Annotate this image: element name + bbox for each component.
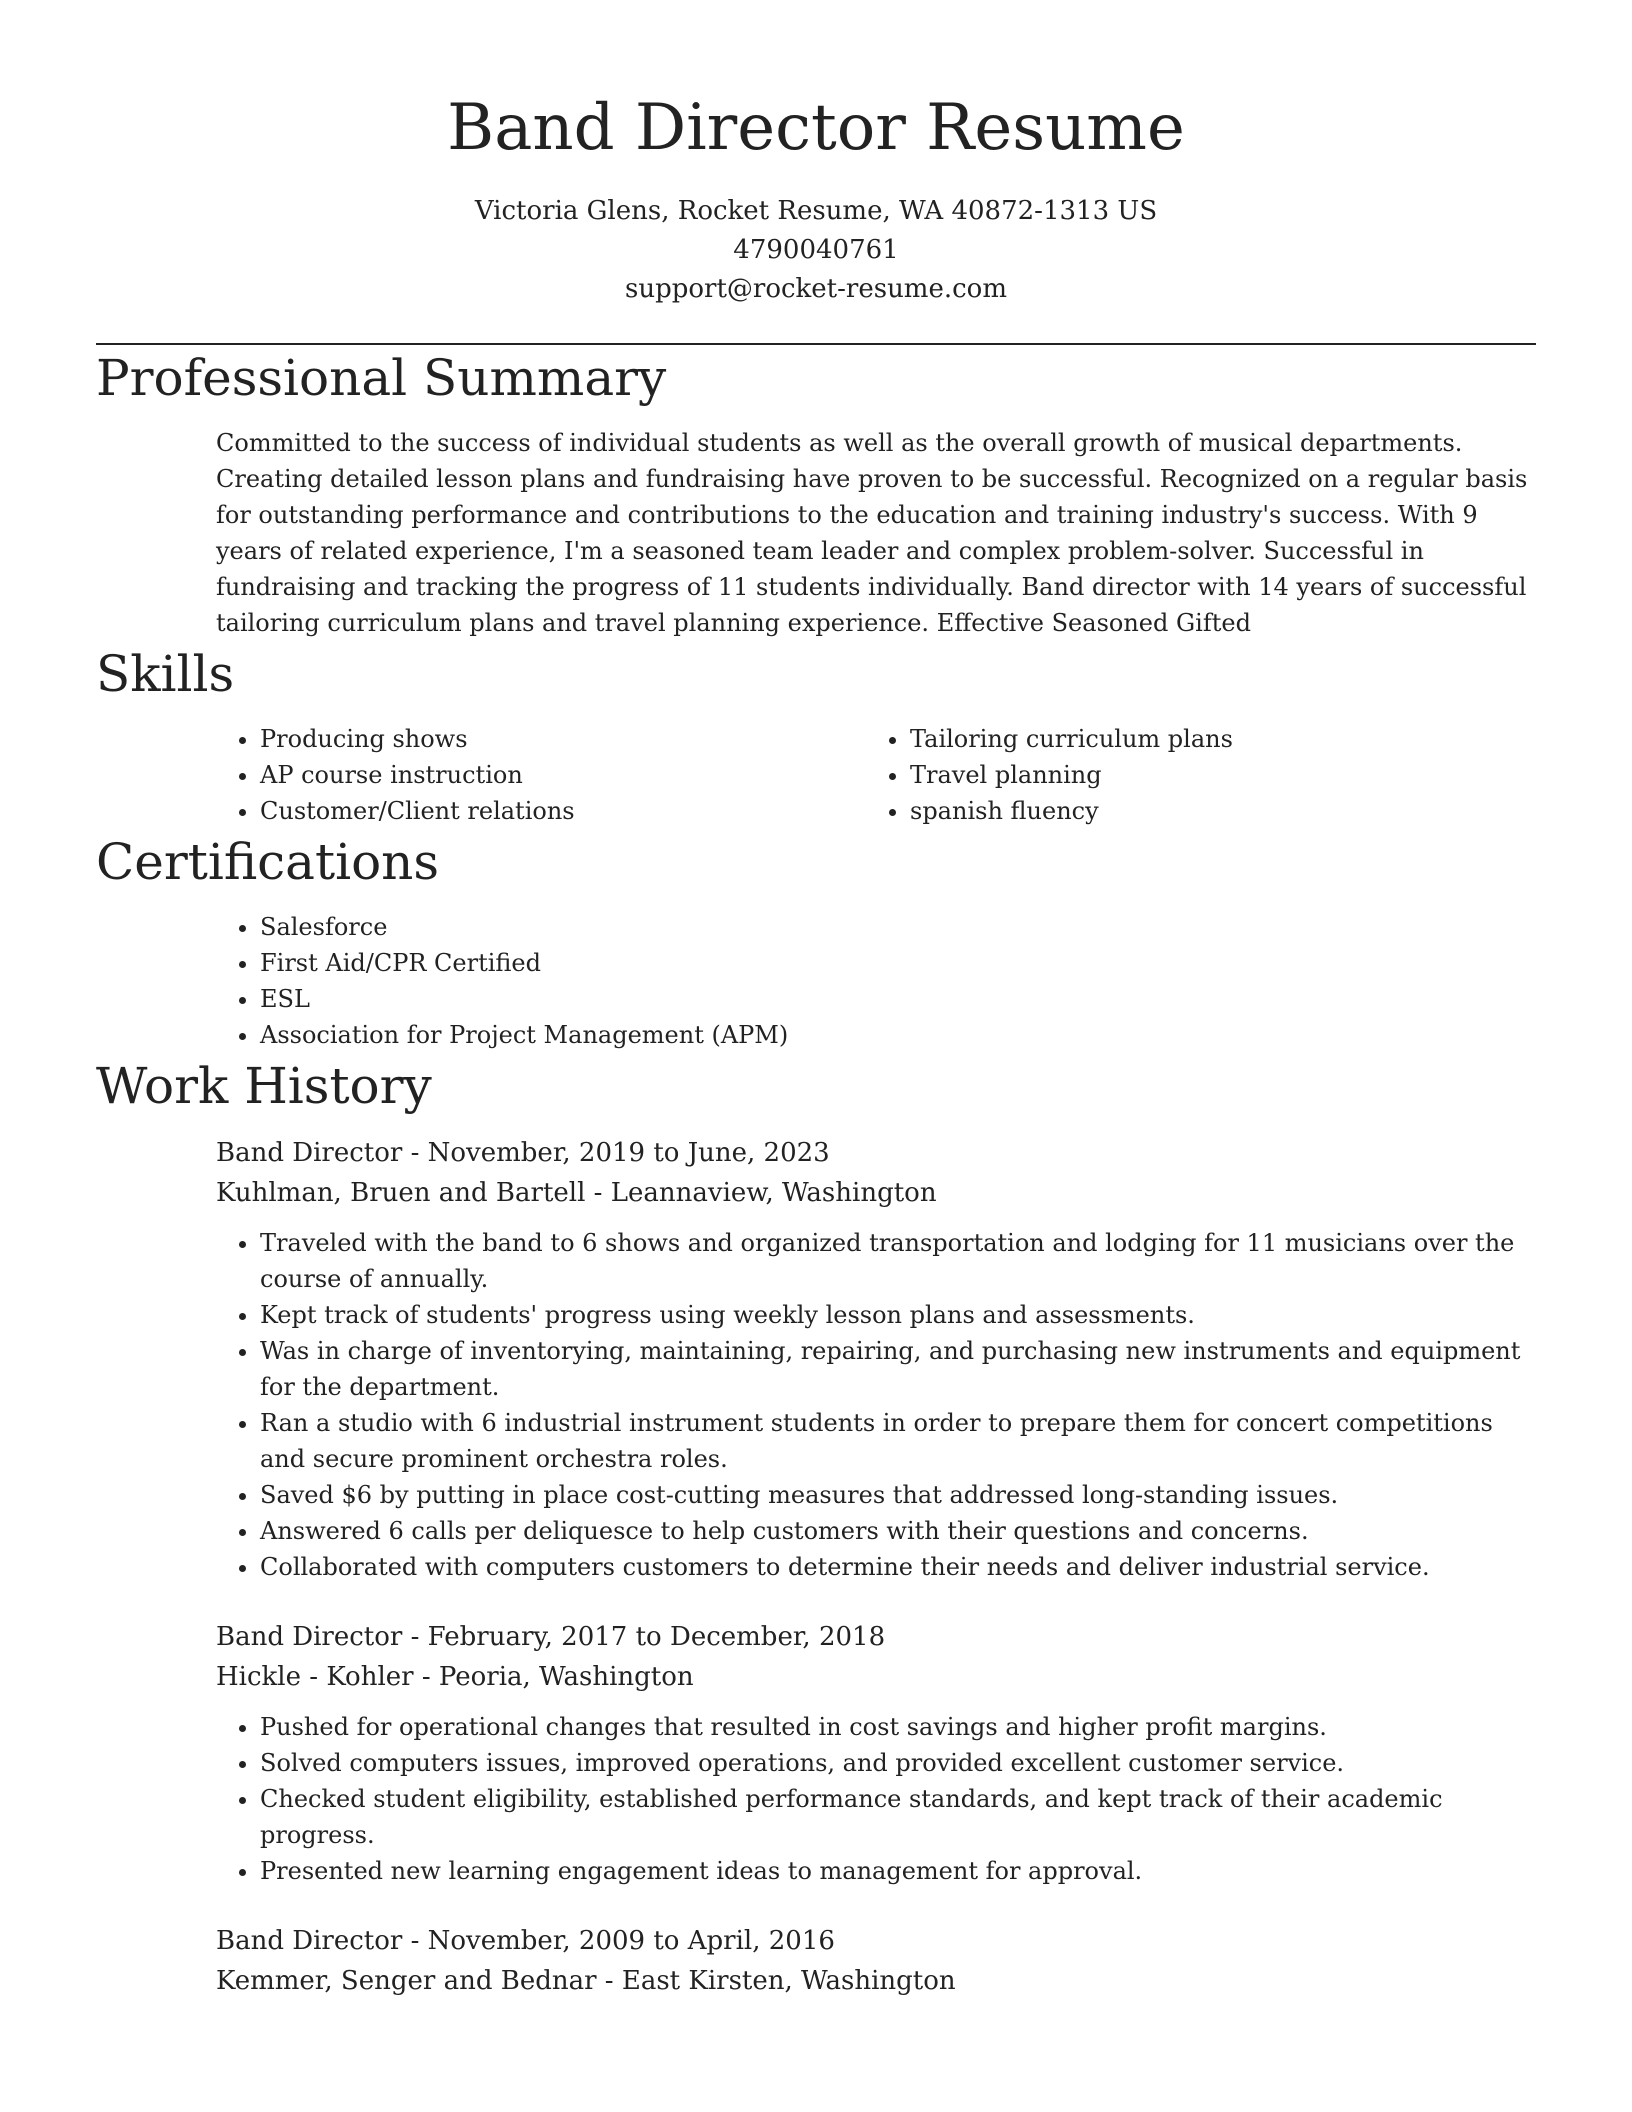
resume-title: Band Director Resume (447, 91, 1185, 165)
job-entry (216, 1921, 1536, 2001)
certification-item: • ESL (260, 981, 1536, 1017)
job-bullet: • Presented new learning engagement ideas to management for approval. (260, 1853, 1536, 1889)
job-bullets (216, 1225, 1536, 1585)
job-company-line (216, 1961, 1536, 2001)
skills-column-right (866, 721, 1516, 829)
job-bullet: • Was in charge of inventorying, maintaining, repairing, and purchasing new instruments and equipment for the department. (260, 1333, 1536, 1405)
section-heading-work-history: Work History (96, 1057, 432, 1115)
job-entry (216, 1617, 1536, 1889)
job-company-line (216, 1173, 1536, 1213)
skills-columns (216, 721, 1536, 829)
job-bullet: • Checked student eligibility, established performance standards, and kept track of their academic progress. (260, 1781, 1536, 1853)
job-company: Kemmer, Senger and Bednar (216, 1966, 597, 1996)
section-heading-certifications: Certifications (96, 833, 440, 891)
job-bullet: • Pushed for operational changes that resulted in cost savings and higher profit margins. (260, 1709, 1536, 1745)
skill-item: • spanish fluency (910, 793, 1516, 829)
contact-email: support@rocket-resume.com (624, 274, 1007, 304)
job-bullet: • Answered 6 calls per deliquesce to help customers with their questions and concerns. (260, 1513, 1536, 1549)
skills-column-left (216, 721, 866, 829)
job-bullet: • Saved $6 by putting in place cost-cutting measures that addressed long-standing issues. (260, 1477, 1536, 1513)
job-entry (216, 1133, 1536, 1585)
job-title: Band Director (216, 1926, 403, 1956)
job-location: - Peoria, Washington (413, 1662, 694, 1692)
certification-item: • First Aid/CPR Certified (260, 945, 1536, 981)
skill-item: • Travel planning (910, 757, 1516, 793)
job-company: Kuhlman, Bruen and Bartell (216, 1178, 586, 1208)
contact-phone: 4790040761 (733, 235, 899, 265)
job-bullet: • Traveled with the band to 6 shows and organized transportation and lodging for 11 musicians over the course of annually. (260, 1225, 1536, 1297)
resume-page (96, 0, 1536, 2001)
job-bullet: • Kept track of students' progress using weekly lesson plans and assessments. (260, 1297, 1536, 1333)
contact-address: Victoria Glens, Rocket Resume, WA 40872-1313 US (474, 196, 1158, 226)
job-bullet: • Solved computers issues, improved operations, and provided excellent customer service. (260, 1745, 1536, 1781)
job-location: - East Kirsten, Washington (596, 1966, 956, 1996)
skills-list-right (866, 721, 1516, 829)
skills-list-left (216, 721, 866, 829)
section-heading-summary: Professional Summary (96, 349, 667, 407)
job-title: Band Director (216, 1622, 403, 1652)
job-title-line (216, 1617, 1536, 1657)
contact-block (96, 192, 1536, 309)
job-dates: - February, 2017 to December, 2018 (402, 1622, 886, 1652)
job-dates: - November, 2009 to April, 2016 (402, 1926, 835, 1956)
job-bullets (216, 1709, 1536, 1889)
skill-item: • Tailoring curriculum plans (910, 721, 1516, 757)
certification-item: • Association for Project Management (APM) (260, 1017, 1536, 1053)
job-location: - Leannaview, Washington (585, 1178, 937, 1208)
skill-item: • AP course instruction (260, 757, 866, 793)
job-dates: - November, 2019 to June, 2023 (402, 1138, 830, 1168)
job-title-line (216, 1921, 1536, 1961)
job-bullet: • Collaborated with computers customers to determine their needs and deliver industrial service. (260, 1549, 1536, 1585)
job-company-line (216, 1657, 1536, 1697)
summary-text: Committed to the success of individual students as well as the overall growth of musical departments. Creating detailed lesson plans and fundraising have proven to be successful. Recognized on a regular basis for outstanding performance and contributions to the education and training industry's success. With 9 years of related experience, I'm a seasoned team leader and complex problem-solver. Successful in fundraising and tracking the progress of 11 students individually. Band director with 14 years of successful tailoring curriculum plans and travel planning experience. Effective Seasoned Gifted (216, 429, 1528, 637)
job-title-line (216, 1133, 1536, 1173)
certification-item: • Salesforce (260, 909, 1536, 945)
skill-item: • Producing shows (260, 721, 866, 757)
certifications-block (216, 909, 1536, 1053)
section-heading-skills: Skills (96, 645, 235, 703)
skill-item: • Customer/Client relations (260, 793, 866, 829)
job-title: Band Director (216, 1138, 403, 1168)
job-bullet: • Ran a studio with 6 industrial instrument students in order to prepare them for concert competitions and secure prominent orchestra roles. (260, 1405, 1536, 1477)
certifications-list (216, 909, 1536, 1053)
job-company: Hickle - Kohler (216, 1662, 414, 1692)
